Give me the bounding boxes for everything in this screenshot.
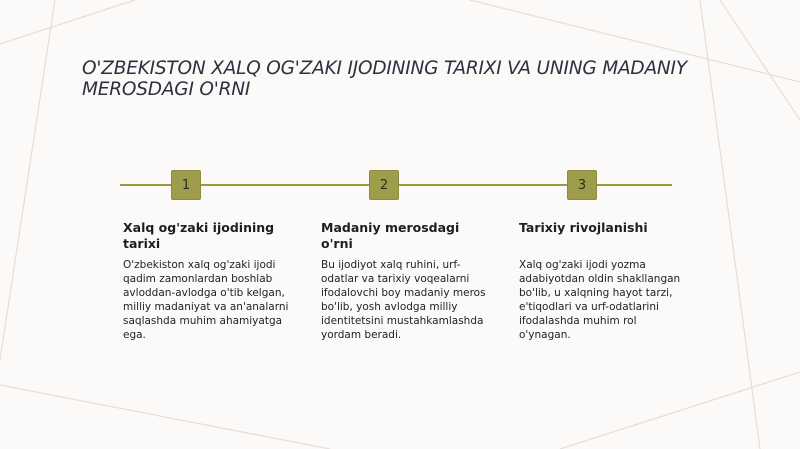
step-1-marker: 1 — [171, 170, 201, 200]
step-2-heading: Madaniy merosdagi o'rni — [321, 220, 460, 251]
step-3-marker: 3 — [567, 170, 597, 200]
step-3-card — [519, 220, 691, 342]
step-2-marker: 2 — [369, 170, 399, 200]
step-1-heading: Xalq og'zaki ijodining tarixi — [123, 220, 275, 251]
step-3-heading: Tarixiy rivojlanishi — [519, 220, 648, 235]
step-1-card — [123, 220, 295, 342]
step-2-text: Bu ijodiyot xalq ruhini, urf-odatlar va tarixiy voqealarni ifodalovchi boy madaniy meros bo'lib, yosh avlodga milliy identitetsini mustahkamlashda yordam beradi. — [321, 259, 486, 341]
step-2-card — [321, 220, 493, 342]
step-3-text: Xalq og'zaki ijodi yozma adabiyotdan oldin shakllangan bo'lib, u xalqning hayot tarzi, e'tiqodlari va urf-odatlarini ifodalashda muhim rol o'ynagan. — [519, 259, 681, 341]
slide-title: O'ZBEKISTON XALQ OG'ZAKI IJODINING TARIXI VA UNING MADANIY MEROSDAGI O'RNI — [82, 58, 687, 100]
step-1-text: O'zbekiston xalq og'zaki ijodi qadim zamonlardan boshlab avloddan-avlodga o'tib kelgan, milliy madaniyat va an'analarni saqlashda muhim ahamiyatga ega. — [123, 259, 289, 341]
